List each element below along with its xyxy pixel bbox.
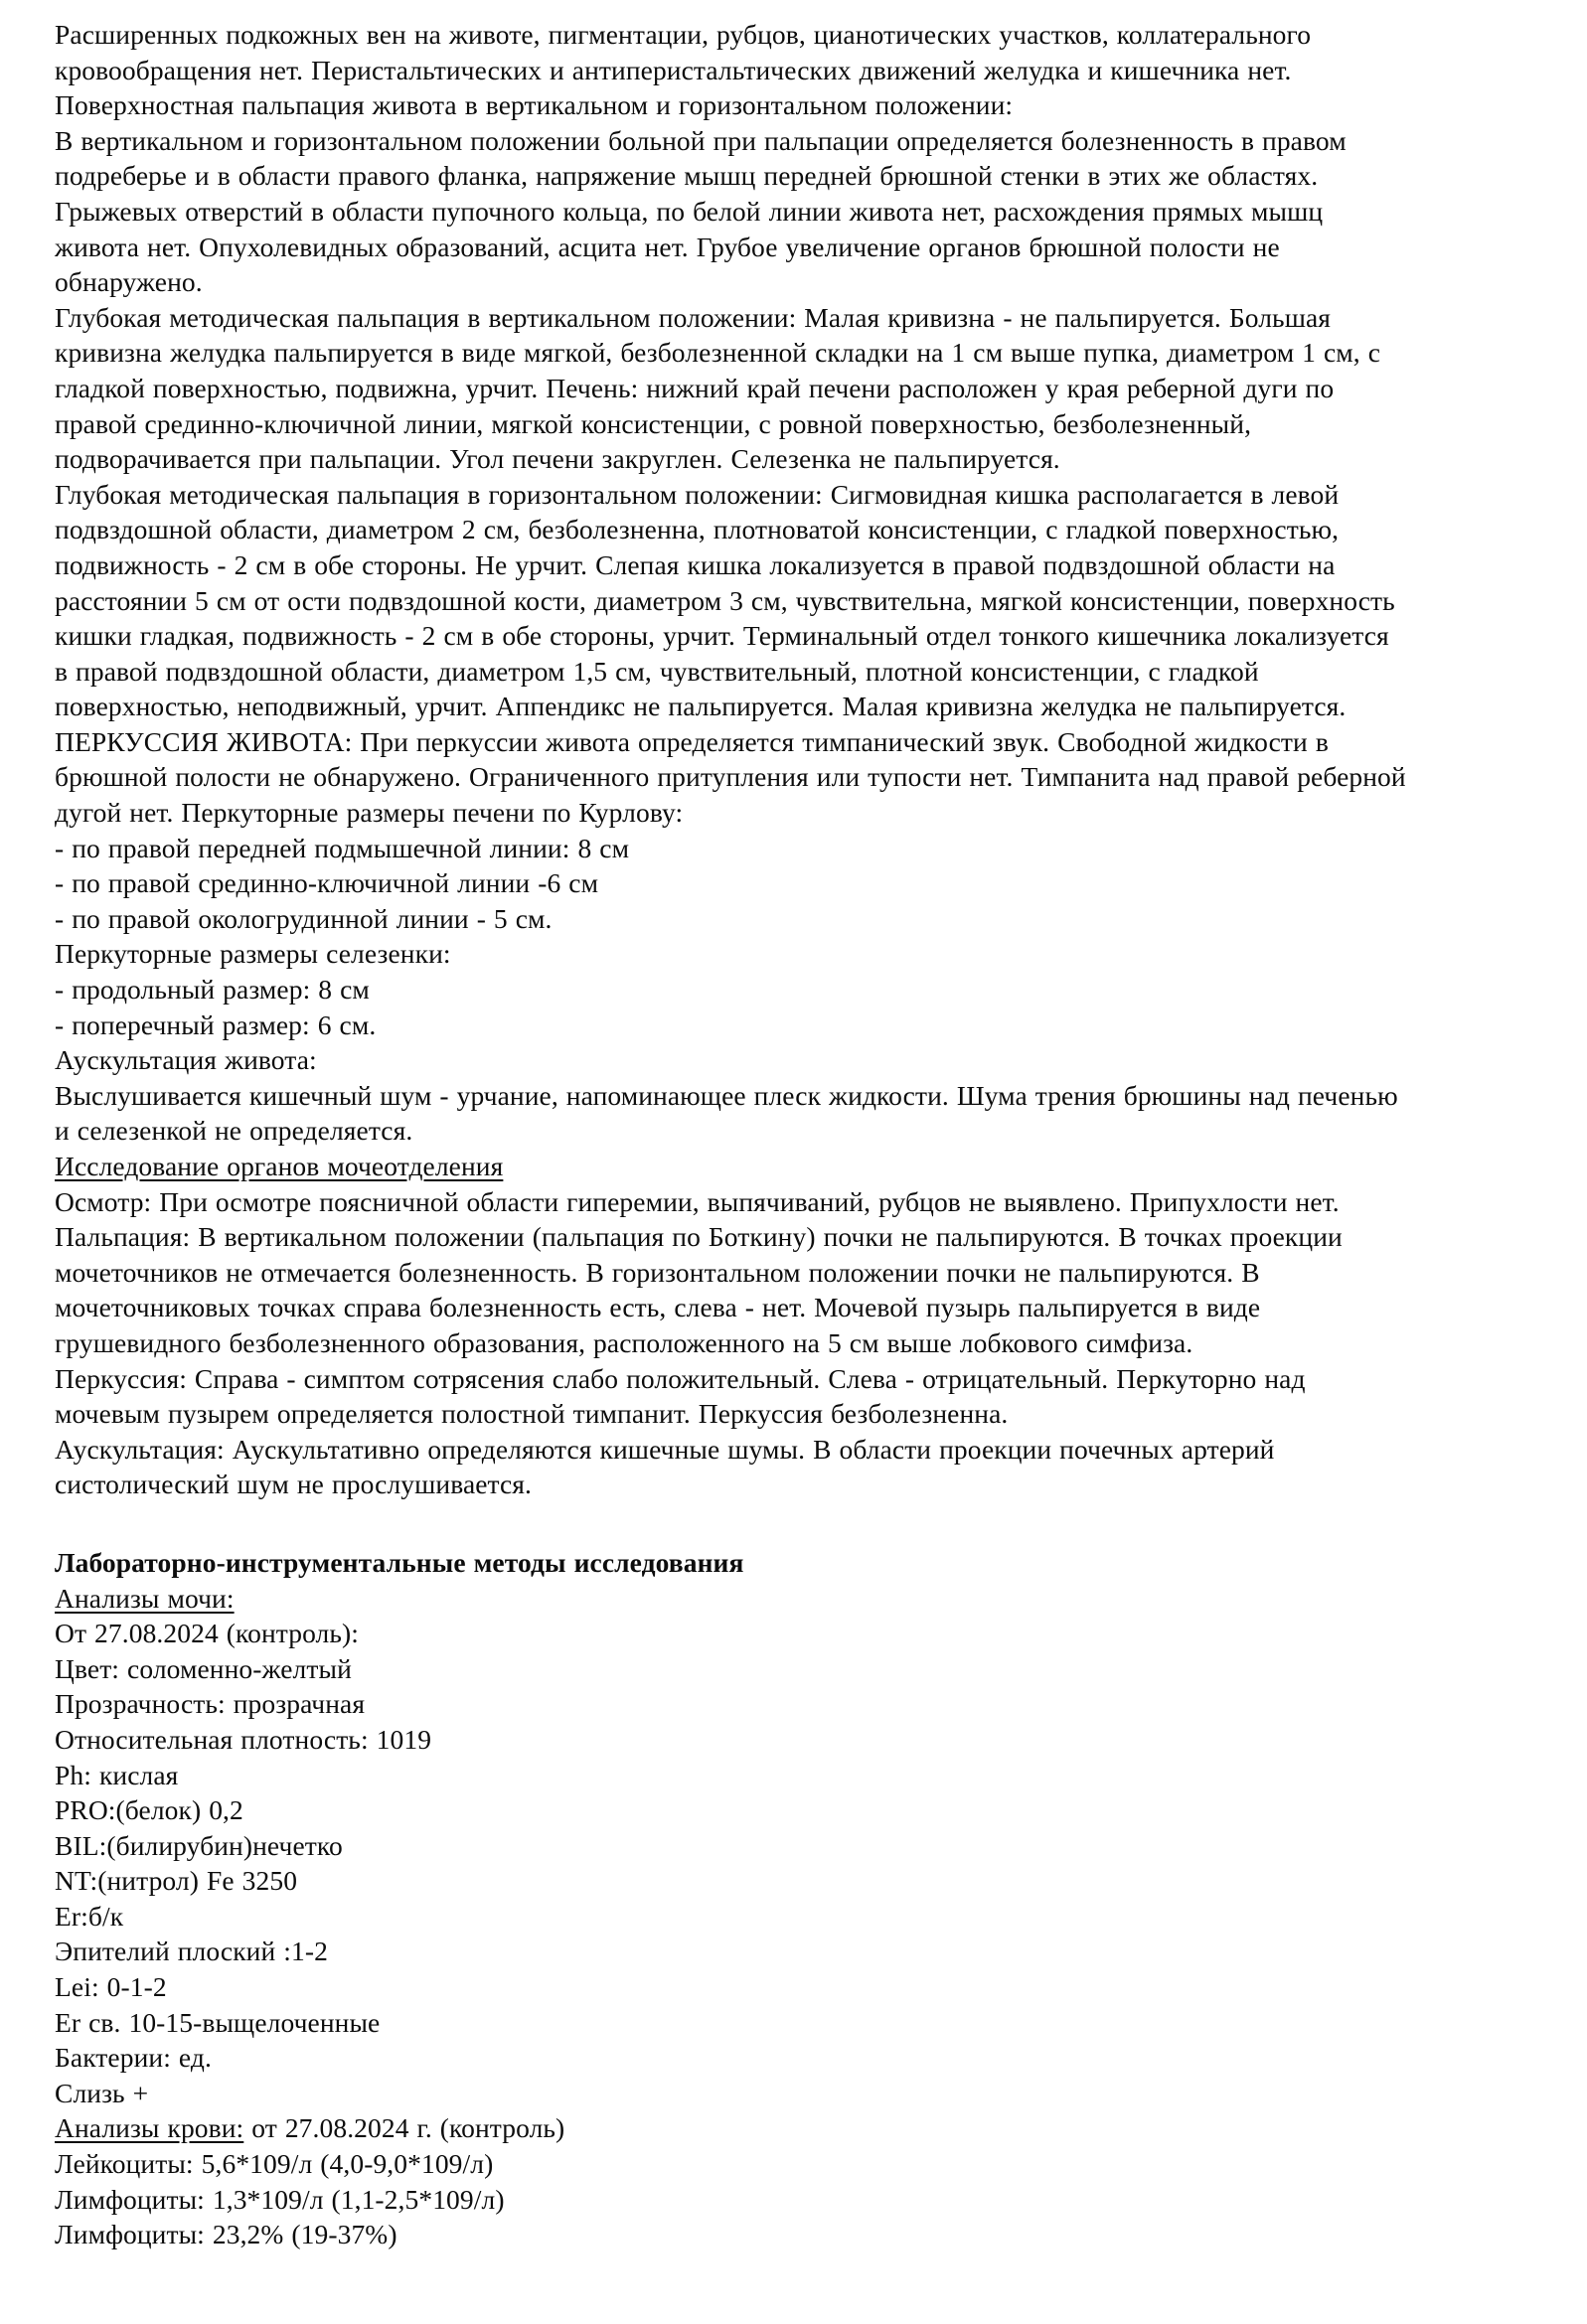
line-text: поверхностью, неподвижный, урчит. Аппендикс не пальпируется. Малая кривизна желудка не пальпируется. [55,691,1347,722]
text-line [55,17,1535,53]
line-text: - по правой передней подмышечной линии: 8 см [55,832,630,863]
line-text: Пальпация: В вертикальном положении (пальпация по Боткину) почки не пальпируются. В точках проекции [55,1221,1343,1253]
text-line [55,1899,1535,1935]
text-line [55,831,1535,866]
line-text: NT:(нитрол) Fe 3250 [55,1865,298,1897]
text-line [55,724,1535,760]
text-line [55,583,1535,619]
text-line [55,477,1535,513]
text-line [55,1863,1535,1899]
text-line [55,795,1535,831]
text-line [55,1934,1535,1969]
text-line [55,547,1535,583]
line-text: Осмотр: При осмотре поясничной области гиперемии, выпячиваний, рубцов не выявлено. Припухлости нет. [55,1185,1340,1217]
line-text: - по правой окологрудинной линии - 5 см. [55,902,553,934]
line-text: Лимфоциты: 1,3*109/л (1,1-2,5*109/л) [55,2183,505,2215]
line-text: Относительная плотность: 1019 [55,1723,432,1755]
text-line [55,1078,1535,1114]
line-text: Грыжевых отверстий в области пупочного кольца, по белой линии живота нет, расхождения прямых мышц [55,195,1324,227]
line-text: подворачивается при пальпации. Угол печени закруглен. Селезенка не пальпируется. [55,443,1060,475]
line-text: Цвет: соломенно-желтый [55,1652,352,1684]
line-text: Выслушивается кишечный шум - урчание, напоминающее плеск жидкости. Шума трения брюшины над печенью [55,1079,1398,1111]
underlined-text: Анализы мочи: [55,1582,235,1614]
text-line [55,2146,1535,2182]
text-line [55,1113,1535,1149]
line-text: Лимфоциты: 23,2% (19-37%) [55,2219,397,2250]
text-line [55,1290,1535,1325]
text-line [55,1255,1535,1291]
text-line [55,1184,1535,1220]
text-line [55,1361,1535,1397]
line-text: правой срединно-ключичной линии, мягкой консистенции, с ровной поверхностью, безболезненный, [55,407,1252,439]
line-text: Эпителий плоский :1-2 [55,1936,328,1967]
text-line [55,1219,1535,1255]
line-text: Бактерии: ед. [55,2042,212,2074]
line-text: систолический шум не прослушивается. [55,1469,533,1500]
line-text: живота нет. Опухолевидных образований, асцита нет. Грубое увеличение органов брюшной полости не [55,231,1280,262]
document-lines [55,17,1535,2252]
line-text: Er св. 10-15-выщелоченные [55,2006,381,2038]
line-text: кишки гладкая, подвижность - 2 см в обе стороны, урчит. Терминальный отдел тонкого кишечника локализуется [55,620,1389,652]
text-line [55,158,1535,194]
line-text: Глубокая методическая пальпация в горизонтальном положении: Сигмовидная кишка располагается в левой [55,478,1340,510]
text-line [55,194,1535,230]
line-text: Аускультация: Аускультативно определяются кишечные шумы. В области проекции почечных артерий [55,1433,1275,1465]
text-line [55,2005,1535,2041]
line-text: Lei: 0-1-2 [55,1971,167,2003]
text-line [55,689,1535,724]
line-text: ПЕРКУССИЯ ЖИВОТА: При перкуссии живота определяется тимпанический звук. Свободной жидкости в [55,725,1329,757]
line-text: От 27.08.2024 (контроль): [55,1618,360,1649]
line-text: мочеточниковых точках справа болезненность есть, слева - нет. Мочевой пузырь пальпируется в виде [55,1292,1261,1323]
text-line [55,87,1535,123]
line-text: - поперечный размер: 6 см. [55,1008,377,1040]
text-line [55,972,1535,1007]
text-line [55,53,1535,88]
line-text: подвздошной области, диаметром 2 см, безболезненна, плотноватой консистенции, с гладкой поверхностью, [55,514,1340,545]
underlined-text: Анализы крови: [55,2112,244,2144]
text-line [55,1792,1535,1828]
line-text: обнаружено. [55,266,203,298]
line-text: Лабораторно-инструментальные методы исследования [55,1546,744,1578]
line-text: Ph: кислая [55,1759,179,1790]
line-text: в правой подвздошной области, диаметром 1,5 см, чувствительный, плотной консистенции, с гладкой [55,655,1259,687]
text-line [55,1325,1535,1361]
text-line [55,1396,1535,1432]
line-text: В вертикальном и горизонтальном положении больной при пальпации определяется болезненность в правом [55,124,1347,156]
line-text: Перкуссия: Справа - симптом сотрясения слабо положительный. Слева - отрицательный. Перкуторно над [55,1362,1306,1394]
line-text: мочеточников не отмечается болезненность. В горизонтальном положении почки не пальпируются. В [55,1256,1260,1288]
line-text: брюшной полости не обнаружено. Ограниченного притупления или тупости нет. Тимпанита над правой реберной [55,761,1406,793]
text-line [55,1042,1535,1078]
line-text: гладкой поверхностью, подвижна, урчит. Печень: нижний край печени расположен у края реберной дуги по [55,372,1335,403]
text-line [55,1722,1535,1758]
line-text: - по правой срединно-ключичной линии -6 см [55,867,599,899]
subsection-heading-urine-tests [55,1581,1535,1617]
text-line [55,441,1535,477]
text-line [55,1969,1535,2005]
line-text: и селезенкой не определяется. [55,1115,413,1147]
text-line [55,371,1535,406]
text-line [55,2076,1535,2111]
text-line [55,936,1535,972]
text-line [55,759,1535,795]
subsection-heading-blood-tests [55,2110,1535,2146]
line-text: от 27.08.2024 г. (контроль) [243,2112,565,2144]
text-line [55,335,1535,371]
text-line [55,2217,1535,2252]
line-text: - продольный размер: 8 см [55,974,370,1006]
text-line [55,2040,1535,2076]
section-heading-lab-methods [55,1545,1535,1581]
text-line [55,1758,1535,1793]
text-line [55,1828,1535,1864]
text-line [55,901,1535,937]
text-line [55,1467,1535,1502]
line-text: Перкуторные размеры селезенки: [55,938,451,970]
underlined-text: Исследование органов мочеотделения [55,1151,504,1181]
line-text: грушевидного безболезненного образования, расположенного на 5 см выше лобкового симфиза. [55,1326,1193,1358]
line-text: Аускультация живота: [55,1044,317,1076]
text-line [55,618,1535,654]
text-line [55,230,1535,265]
text-line [55,654,1535,690]
text-line [55,300,1535,336]
section-heading-urinary [55,1149,1535,1184]
text-line [55,1686,1535,1722]
text-line [55,512,1535,547]
line-text: Er:б/к [55,1900,124,1932]
line-text: Прозрачность: прозрачная [55,1688,366,1720]
text-line [55,1007,1535,1043]
line-text: подвижность - 2 см в обе стороны. Не урчит. Слепая кишка локализуется в правой подвздошной области на [55,548,1336,580]
line-text: расстоянии 5 см от ости подвздошной кости, диаметром 3 см, чувствительна, мягкой консистенции, поверхность [55,584,1395,616]
line-text: подреберье и в области правого фланка, напряжение мышц передней брюшной стенки в этих же областях. [55,160,1319,192]
text-line [55,1651,1535,1687]
text-line [55,2182,1535,2218]
line-text: Расширенных подкожных вен на животе, пигментации, рубцов, цианотических участков, коллатерального [55,19,1312,50]
line-text: дугой нет. Перкуторные размеры печени по Курлову: [55,797,684,829]
text-line [55,1432,1535,1468]
line-text: Слизь + [55,2077,149,2108]
line-text: PRO:(белок) 0,2 [55,1794,243,1826]
text-line [55,1616,1535,1651]
text-line [55,264,1535,300]
text-line [55,123,1535,159]
line-text: мочевым пузырем определяется полостной тимпанит. Перкуссия безболезненна. [55,1398,1009,1430]
line-text: Глубокая методическая пальпация в вертикальном положении: Малая кривизна - не пальпируется. Большая [55,301,1332,333]
text-line [55,406,1535,442]
line-text: BIL:(билирубин)нечетко [55,1829,343,1861]
text-line [55,865,1535,901]
line-text: Лейкоциты: 5,6*109/л (4,0-9,0*109/л) [55,2148,494,2180]
line-text: Поверхностная пальпация живота в вертикальном и горизонтальном положении: [55,89,1014,121]
line-text: кривизна желудка пальпируется в виде мягкой, безболезненной складки на 1 см выше пупка, диаметром 1 см, с [55,337,1381,369]
line-text: кровообращения нет. Перистальтических и антиперистальтических движений желудка и кишечника нет. [55,54,1292,85]
